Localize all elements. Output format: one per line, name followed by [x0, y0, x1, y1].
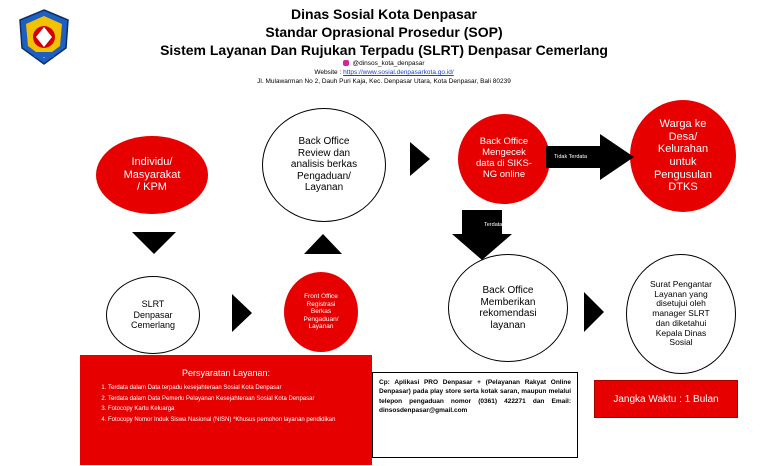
- requirement-item: 1. Terdata dalam Data terpadu kesejahteraan Sosial Kota Denpasar: [108, 384, 370, 393]
- arrow-right-slrt: [232, 294, 252, 332]
- arrow-right-rekom: [584, 292, 604, 332]
- header-title-agency: Dinas Sosial Kota Denpasar: [291, 6, 477, 22]
- label-tidak-terdata: Tidak Terdata: [554, 154, 588, 160]
- arrow-down-individu: [132, 232, 176, 254]
- header-title-system: Sistem Layanan Dan Rujukan Terpadu (SLRT) Denpasar Cemerlang: [160, 42, 608, 58]
- node-surat-pengantar: Surat Pengantar Layanan yang disetujui oleh manager SLRT dan diketahui Kepala Dinas Sosial: [626, 254, 736, 374]
- instagram-icon: [343, 60, 349, 66]
- node-individu: Individu/ Masyarakat / KPM: [96, 136, 208, 214]
- requirements-box: [80, 355, 372, 465]
- requirement-item: 2. Terdata dalam Data Pemerlu Pelayanan Kesejahteraan Sosial Kota Denpasar: [108, 395, 370, 404]
- node-front-office: Front Office Registrasi Berkas Pengaduan/ Layanan: [284, 272, 358, 352]
- node-slrt: SLRT Denpasar Cemerlang: [106, 276, 200, 354]
- address: Jl. Mulawarman No 2, Dauh Puri Kaja, Kec. Denpasar Utara, Kota Denpasar, Bali 80239: [257, 78, 511, 85]
- website-line: Website : https://www.sosial.denpasarkota.go.id/: [314, 69, 454, 76]
- arrow-right-review: [410, 142, 430, 176]
- node-back-office-rekom: Back Office Memberikan rekomendasi layanan: [448, 254, 568, 362]
- requirements-list: [94, 384, 370, 427]
- node-back-office-review: Back Office Review dan analisis berkas Pengaduan/ Layanan: [262, 108, 386, 222]
- jangka-waktu-badge: Jangka Waktu : 1 Bulan: [594, 380, 738, 418]
- instagram-handle: @dinsos_kota_denpasar: [0, 60, 768, 67]
- requirement-item: 3. Fotocopy Kartu Keluarga: [108, 405, 370, 414]
- node-warga: Warga ke Desa/ Kelurahan untuk Pengusulan DTKS: [630, 100, 736, 212]
- website-link[interactable]: https://www.sosial.denpasarkota.go.id/: [343, 69, 454, 76]
- requirement-item: 4. Fotocopy Nomor Induk Siswa Nasional (NISN) *Khusus pemohon layanan pendidikan: [108, 416, 370, 425]
- arrow-up-front-office: [304, 234, 342, 254]
- contact-box: Cp: Aplikasi PRO Denpasar + (Pelayanan Rakyat Online Denpasar) pada play store serta kotak saran, maupun melalui telepon pengaduan nomor (0361) 422271 dan Email: dinsosdenpasar@gmail.com: [372, 372, 578, 458]
- requirements-title: Persyaratan Layanan:: [181, 368, 271, 378]
- header-title-sop: Standar Oprasional Prosedur (SOP): [265, 24, 503, 40]
- label-terdata: Terdata: [484, 222, 503, 228]
- arrow-terdata: [452, 210, 512, 260]
- node-back-office-cek: Back Office Mengecek data di SIKS- NG online: [458, 114, 550, 204]
